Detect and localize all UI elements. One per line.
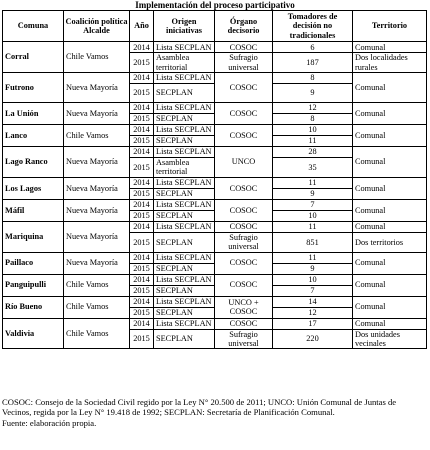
header-comuna: Comuna bbox=[3, 11, 64, 42]
cell-tomadores: 35 bbox=[273, 158, 353, 178]
cell-territorio: Comunal bbox=[353, 318, 427, 329]
cell-origen: Lista SECPLAN bbox=[154, 252, 215, 263]
cell-origen: SECPLAN bbox=[154, 307, 215, 318]
cell-territorio: Comunal bbox=[353, 147, 427, 178]
cell-origen: SECPLAN bbox=[154, 329, 215, 349]
cell-comuna: Corral bbox=[3, 42, 64, 73]
cell-coalicion: Nueva Mayoría bbox=[64, 73, 130, 103]
cell-tomadores: 10 bbox=[273, 210, 353, 221]
cell-anio: 2015 bbox=[130, 210, 154, 221]
cell-organo: Sufragio universal bbox=[215, 232, 273, 252]
cell-tomadores: 11 bbox=[273, 252, 353, 263]
cell-territorio: Comunal bbox=[353, 42, 427, 53]
cell-tomadores: 10 bbox=[273, 274, 353, 285]
table-body bbox=[3, 42, 427, 349]
cell-tomadores: 9 bbox=[273, 84, 353, 103]
table-row bbox=[3, 73, 427, 84]
cell-comuna: Mariquina bbox=[3, 221, 64, 252]
cell-tomadores: 12 bbox=[273, 307, 353, 318]
header-anio: Año bbox=[130, 11, 154, 42]
cell-organo: UNCO + COSOC bbox=[215, 296, 273, 318]
cell-origen: Lista SECPLAN bbox=[154, 125, 215, 136]
cell-origen: Asamblea territorial bbox=[154, 53, 215, 73]
cell-anio: 2014 bbox=[130, 73, 154, 84]
cell-anio: 2015 bbox=[130, 114, 154, 125]
cell-tomadores: 220 bbox=[273, 329, 353, 349]
cell-comuna: Valdivia bbox=[3, 318, 64, 349]
cell-origen: SECPLAN bbox=[154, 84, 215, 103]
cell-anio: 2014 bbox=[130, 42, 154, 53]
cell-coalicion: Nueva Mayoría bbox=[64, 221, 130, 252]
cell-organo: COSOC bbox=[215, 103, 273, 125]
cell-tomadores: 851 bbox=[273, 232, 353, 252]
table-row bbox=[3, 296, 427, 307]
cell-coalicion: Chile Vamos bbox=[64, 42, 130, 73]
cell-origen: Lista SECPLAN bbox=[154, 296, 215, 307]
cell-organo: COSOC bbox=[215, 318, 273, 329]
cell-tomadores: 8 bbox=[273, 114, 353, 125]
header-origen: Origen iniciativas bbox=[154, 11, 215, 42]
participation-table bbox=[2, 10, 427, 349]
cell-anio: 2014 bbox=[130, 252, 154, 263]
cell-territorio: Comunal bbox=[353, 177, 427, 199]
cell-territorio: Dos territorios bbox=[353, 232, 427, 252]
cell-comuna: La Unión bbox=[3, 103, 64, 125]
table-row bbox=[3, 221, 427, 232]
notes-abbreviations: COSOC: Consejo de la Sociedad Civil regido por la Ley N° 20.500 de 2011; UNCO: Unión Comunal de Juntas de Vecinos, regida por la Ley N° 19.418 de 1992; SECPLAN: Secretaría de Planificación Comunal. bbox=[2, 397, 397, 418]
cell-anio: 2014 bbox=[130, 221, 154, 232]
cell-anio: 2014 bbox=[130, 274, 154, 285]
cell-coalicion: Chile Vamos bbox=[64, 125, 130, 147]
cell-origen: Asamblea territorial bbox=[154, 158, 215, 178]
header-territorio: Territorio bbox=[353, 11, 427, 42]
cell-coalicion: Nueva Mayoría bbox=[64, 103, 130, 125]
cell-comuna: Máfil bbox=[3, 199, 64, 221]
cell-tomadores: 17 bbox=[273, 318, 353, 329]
cell-territorio: Comunal bbox=[353, 103, 427, 125]
cell-coalicion: Chile Vamos bbox=[64, 318, 130, 349]
cell-coalicion: Nueva Mayoría bbox=[64, 147, 130, 178]
cell-tomadores: 12 bbox=[273, 103, 353, 114]
cell-tomadores: 10 bbox=[273, 125, 353, 136]
table-row bbox=[3, 125, 427, 136]
cell-territorio: Dos localidades rurales bbox=[353, 53, 427, 73]
cell-tomadores: 11 bbox=[273, 177, 353, 188]
cell-anio: 2014 bbox=[130, 125, 154, 136]
cell-territorio: Comunal bbox=[353, 199, 427, 221]
cell-comuna: Los Lagos bbox=[3, 177, 64, 199]
notes-source: Fuente: elaboración propia. bbox=[2, 417, 97, 428]
cell-coalicion: Nueva Mayoría bbox=[64, 199, 130, 221]
cell-comuna: Río Bueno bbox=[3, 296, 64, 318]
table-row bbox=[3, 103, 427, 114]
cell-comuna: Paillaco bbox=[3, 252, 64, 274]
cell-origen: SECPLAN bbox=[154, 188, 215, 199]
cell-origen: SECPLAN bbox=[154, 263, 215, 274]
cell-tomadores: 11 bbox=[273, 221, 353, 232]
cell-origen: Lista SECPLAN bbox=[154, 147, 215, 158]
cell-tomadores: 11 bbox=[273, 136, 353, 147]
cell-origen: Lista SECPLAN bbox=[154, 318, 215, 329]
cell-comuna: Lanco bbox=[3, 125, 64, 147]
cell-anio: 2014 bbox=[130, 147, 154, 158]
cell-organo: COSOC bbox=[215, 274, 273, 296]
cell-anio: 2015 bbox=[130, 263, 154, 274]
cell-origen: Lista SECPLAN bbox=[154, 221, 215, 232]
cell-comuna: Panguipulli bbox=[3, 274, 64, 296]
cell-tomadores: 9 bbox=[273, 188, 353, 199]
table-row bbox=[3, 42, 427, 53]
cell-anio: 2015 bbox=[130, 158, 154, 178]
cell-anio: 2014 bbox=[130, 318, 154, 329]
cell-origen: Lista SECPLAN bbox=[154, 199, 215, 210]
cell-tomadores: 7 bbox=[273, 285, 353, 296]
cell-territorio: Comunal bbox=[353, 73, 427, 103]
cell-anio: 2014 bbox=[130, 199, 154, 210]
cell-tomadores: 28 bbox=[273, 147, 353, 158]
cell-comuna: Futrono bbox=[3, 73, 64, 103]
cell-organo: COSOC bbox=[215, 177, 273, 199]
cell-origen: Lista SECPLAN bbox=[154, 103, 215, 114]
cell-anio: 2014 bbox=[130, 296, 154, 307]
cell-coalicion: Nueva Mayoría bbox=[64, 252, 130, 274]
cell-anio: 2014 bbox=[130, 177, 154, 188]
cell-origen: SECPLAN bbox=[154, 210, 215, 221]
cell-tomadores: 187 bbox=[273, 53, 353, 73]
cell-coalicion: Chile Vamos bbox=[64, 274, 130, 296]
cell-origen: SECPLAN bbox=[154, 114, 215, 125]
cell-territorio: Comunal bbox=[353, 125, 427, 147]
cell-anio: 2014 bbox=[130, 103, 154, 114]
cell-organo: Sufragio universal bbox=[215, 329, 273, 349]
cell-origen: Lista SECPLAN bbox=[154, 274, 215, 285]
table-title: Implementación del proceso participativo bbox=[135, 0, 295, 10]
cell-anio: 2015 bbox=[130, 136, 154, 147]
header-organo: Órgano decisorio bbox=[215, 11, 273, 42]
cell-anio: 2015 bbox=[130, 232, 154, 252]
cell-anio: 2015 bbox=[130, 329, 154, 349]
header-tomadores: Tomadores de decisión no tradicionales bbox=[273, 11, 353, 42]
cell-anio: 2015 bbox=[130, 307, 154, 318]
header-row bbox=[3, 11, 427, 42]
cell-coalicion: Chile Vamos bbox=[64, 296, 130, 318]
cell-tomadores: 14 bbox=[273, 296, 353, 307]
cell-organo: Sufragio universal bbox=[215, 53, 273, 73]
cell-organo: COSOC bbox=[215, 199, 273, 221]
cell-territorio: Comunal bbox=[353, 252, 427, 274]
cell-territorio: Comunal bbox=[353, 221, 427, 232]
cell-territorio: Comunal bbox=[353, 296, 427, 318]
table-row bbox=[3, 147, 427, 158]
cell-tomadores: 6 bbox=[273, 42, 353, 53]
cell-organo: COSOC bbox=[215, 252, 273, 274]
table-row bbox=[3, 252, 427, 263]
cell-anio: 2015 bbox=[130, 53, 154, 73]
cell-coalicion: Nueva Mayoría bbox=[64, 177, 130, 199]
table-row bbox=[3, 318, 427, 329]
table-row bbox=[3, 274, 427, 285]
table-notes bbox=[2, 397, 426, 428]
cell-tomadores: 9 bbox=[273, 263, 353, 274]
cell-origen: SECPLAN bbox=[154, 285, 215, 296]
cell-organo: UNCO bbox=[215, 147, 273, 178]
cell-origen: Lista SECPLAN bbox=[154, 177, 215, 188]
cell-territorio: Comunal bbox=[353, 274, 427, 296]
cell-organo: COSOC bbox=[215, 221, 273, 232]
cell-comuna: Lago Ranco bbox=[3, 147, 64, 178]
cell-origen: SECPLAN bbox=[154, 136, 215, 147]
cell-anio: 2015 bbox=[130, 188, 154, 199]
cell-organo: COSOC bbox=[215, 42, 273, 53]
cell-origen: Lista SECPLAN bbox=[154, 42, 215, 53]
cell-territorio: Dos unidades vecinales bbox=[353, 329, 427, 349]
table-row bbox=[3, 199, 427, 210]
cell-anio: 2015 bbox=[130, 285, 154, 296]
table-row bbox=[3, 177, 427, 188]
cell-tomadores: 7 bbox=[273, 199, 353, 210]
header-coalicion: Coalición política Alcalde bbox=[64, 11, 130, 42]
cell-organo: COSOC bbox=[215, 125, 273, 147]
cell-tomadores: 8 bbox=[273, 73, 353, 84]
cell-anio: 2015 bbox=[130, 84, 154, 103]
cell-organo: COSOC bbox=[215, 73, 273, 103]
cell-origen: SECPLAN bbox=[154, 232, 215, 252]
cell-origen: Lista SECPLAN bbox=[154, 73, 215, 84]
